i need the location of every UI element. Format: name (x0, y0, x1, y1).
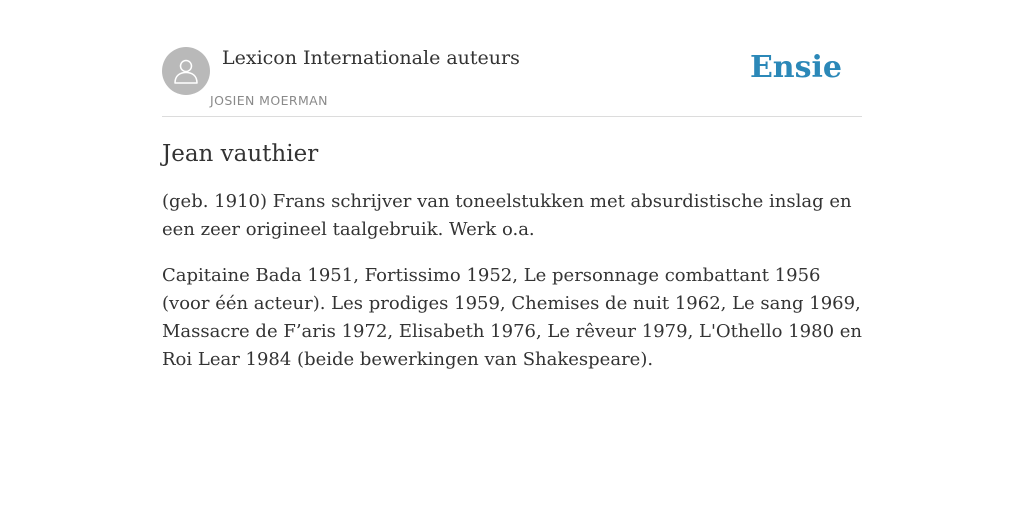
avatar[interactable] (162, 47, 210, 95)
article-paragraph: (geb. 1910) Frans schrijver van toneelstukken met absurdistische inslag en een zeer origineel taalgebruik. Werk o.a. (162, 191, 852, 240)
article (162, 138, 862, 392)
user-icon (171, 56, 201, 86)
author-name[interactable]: JOSIEN MOERMAN (210, 93, 328, 108)
source-title[interactable]: Lexicon Internationale auteurs (222, 47, 520, 69)
header (162, 40, 862, 117)
article-title: Jean vauthier (162, 141, 319, 167)
brand-logo[interactable]: Ensie (749, 50, 842, 85)
article-paragraph: Capitaine Bada 1951, Fortissimo 1952, Le personnage combattant 1956 (voor één acteur). Les prodiges 1959, Chemises de nuit 1962, Le sang 1969, Massacre de F’aris 1972, Elisabeth 1976, Le rêveur 1979, L'Othello 1980 en Roi Lear 1984 (beide bewerkingen van Shakespeare). (162, 265, 862, 370)
